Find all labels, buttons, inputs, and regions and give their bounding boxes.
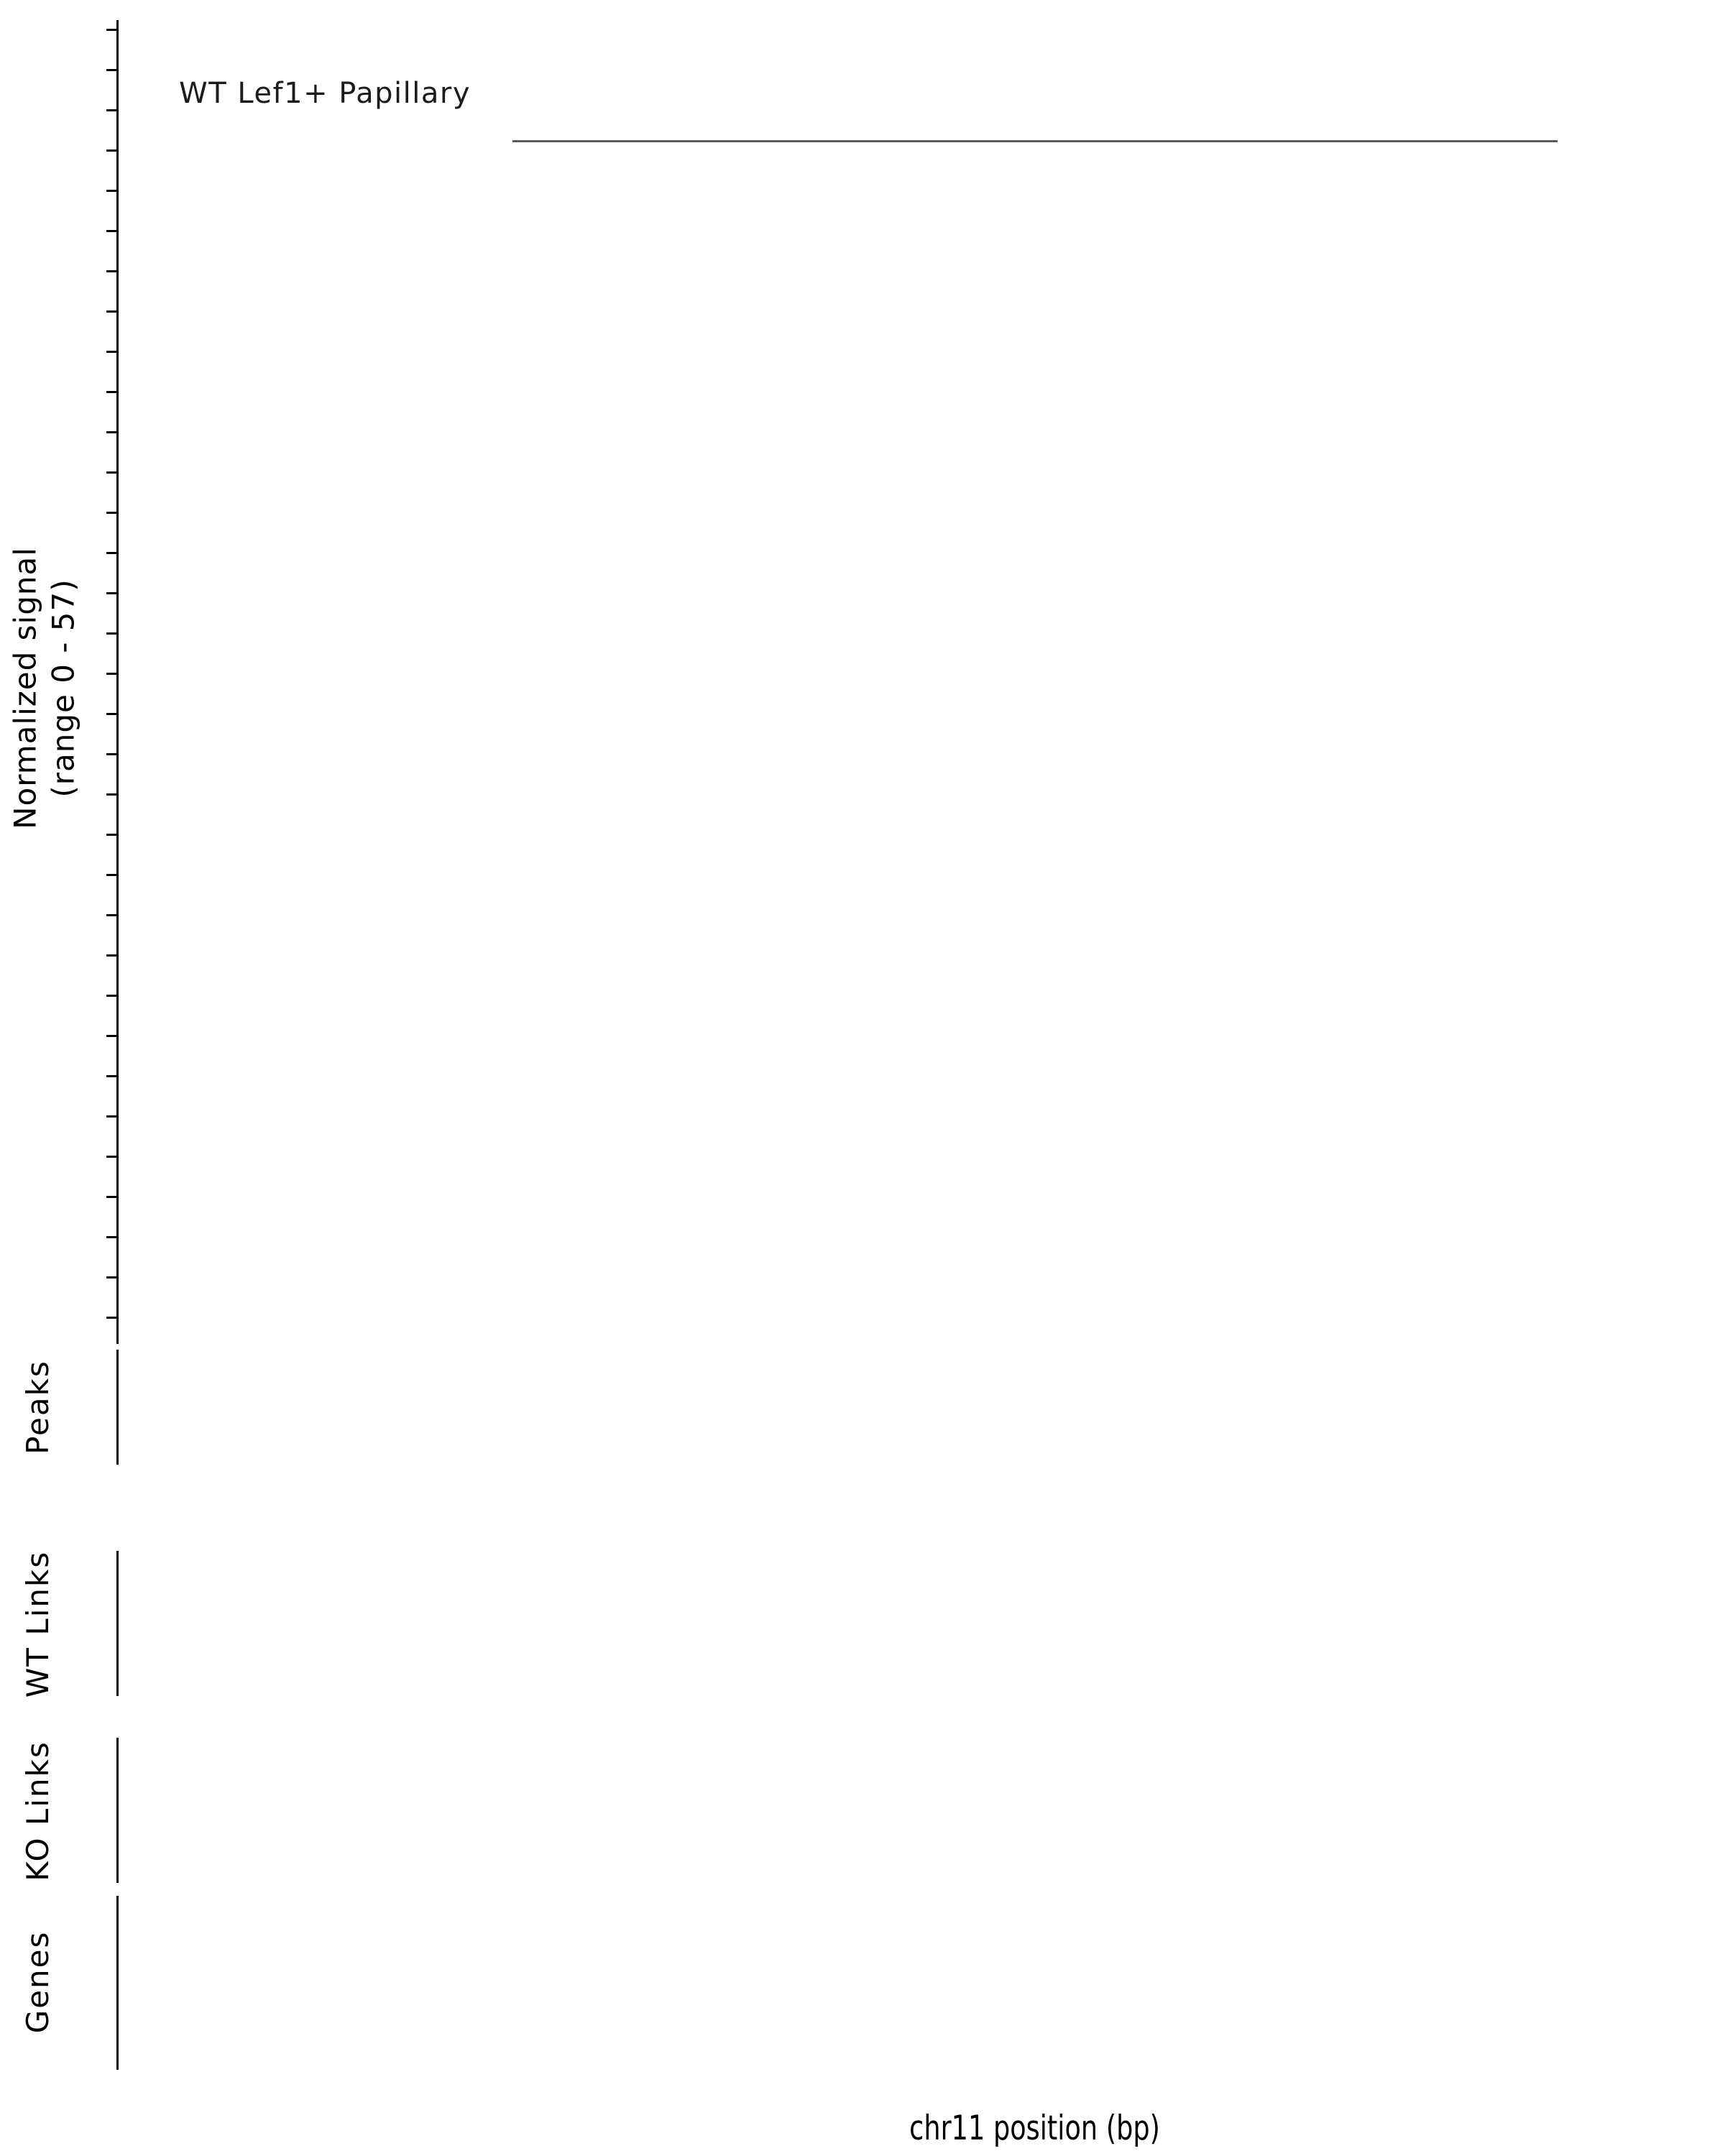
x-axis-title [712,2109,1358,2148]
signal-axis-tick [106,713,116,715]
track-label: WT Lef1+ Papillary [179,77,471,110]
peaks-panel-label: Peaks [19,1360,55,1455]
signal-axis-spine [116,20,119,1344]
signal-axis-tick [106,1196,116,1198]
signal-axis-tick [106,270,116,272]
signal-axis-tick [106,874,116,876]
wt-links-axis-spine [116,1551,119,1696]
signal-axis-tick [106,310,116,313]
signal-axis-tick [106,954,116,957]
signal-axis-tick [106,1317,116,1319]
signal-axis-tick [106,190,116,192]
signal-axis-tick [106,552,116,554]
signal-y-axis-label-line1: Normalized signal [7,547,43,829]
signal-axis-tick [106,149,116,152]
ko-links-panel-label: KO Links [19,1741,55,1881]
signal-axis-tick [106,1035,116,1037]
signal-axis-tick [106,753,116,755]
signal-axis-tick [106,1156,116,1158]
signal-axis-tick [106,351,116,353]
signal-axis-tick [106,914,116,916]
signal-axis-tick [106,592,116,594]
signal-axis-tick [106,673,116,675]
signal-axis-tick [106,29,116,31]
signal-axis-tick [106,230,116,232]
signal-y-axis-label [7,365,83,1012]
signal-y-axis-label-line2: (range 0 - 57) [45,579,80,798]
signal-axis-tick [106,1276,116,1279]
signal-axis-tick [106,1236,116,1238]
signal-axis-tick [106,391,116,393]
signal-axis-tick [106,512,116,514]
signal-axis-tick [106,1115,116,1118]
signal-axis-tick [106,995,116,997]
x-axis-title-text: chr11 position (bp) [909,2109,1161,2148]
genes-axis-spine [116,1896,119,2070]
signal-axis-tick [106,834,116,836]
ko-links-axis-spine [116,1738,119,1883]
signal-axis-tick [106,632,116,635]
genes-panel-label: Genes [19,1930,55,2034]
signal-axis-tick [106,1075,116,1077]
signal-axis-tick [106,431,116,433]
peaks-axis-spine [116,1350,119,1465]
signal-axis-tick [106,793,116,796]
wt-links-panel-label: WT Links [19,1550,55,1698]
track-baseline [512,140,1558,142]
signal-axis-tick [106,471,116,474]
